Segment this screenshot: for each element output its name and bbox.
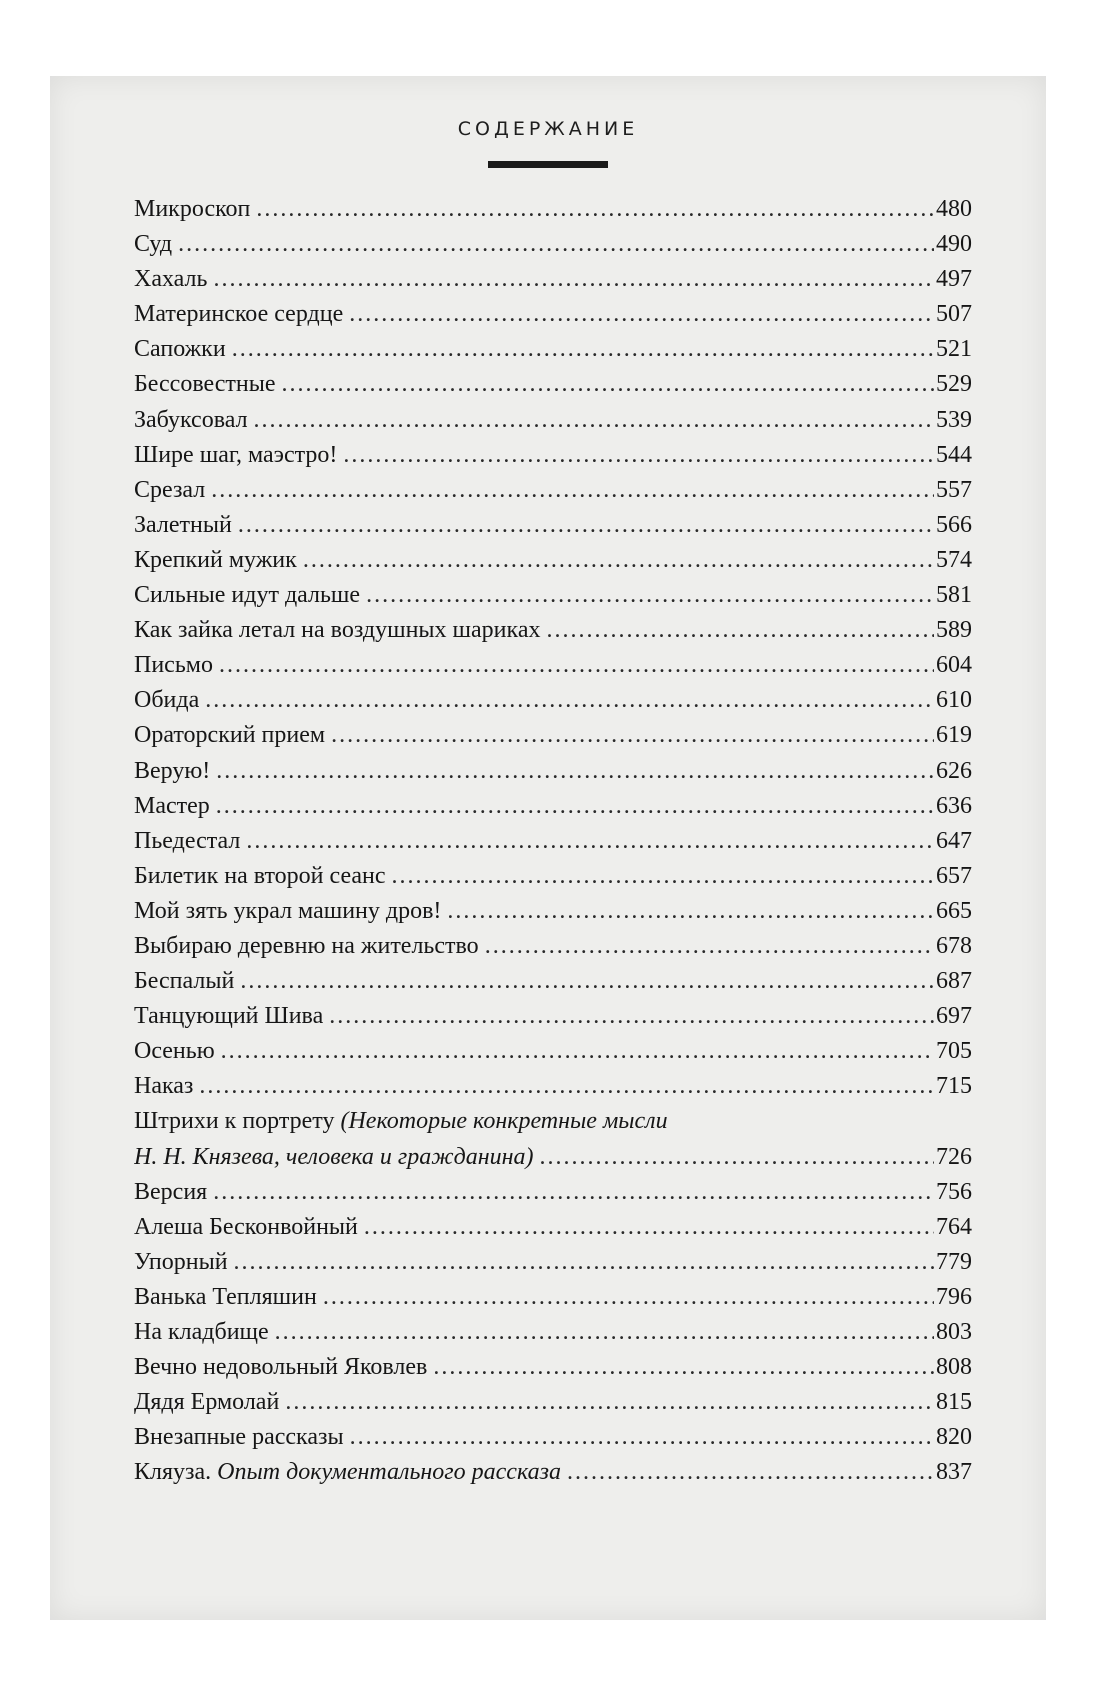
toc-entry-title: Беспалый bbox=[134, 968, 235, 995]
toc-entry-subtitle: Н. Н. Князева, человека и гражданина) bbox=[134, 1143, 534, 1170]
toc-entry-title: Наказ bbox=[134, 1073, 194, 1100]
dot-leader bbox=[216, 754, 934, 789]
toc-entry bbox=[134, 1280, 972, 1315]
toc-entry-title: На кладбище bbox=[134, 1319, 269, 1345]
toc-entry-title: Бессовестные bbox=[134, 371, 276, 398]
dot-leader bbox=[485, 929, 934, 964]
toc-entry-page: 715 bbox=[936, 1073, 972, 1100]
toc-entry bbox=[134, 683, 972, 718]
toc-entry-title: Осенью bbox=[134, 1038, 215, 1065]
toc-entry-page: 779 bbox=[936, 1248, 972, 1275]
toc-entry-title: Версия bbox=[134, 1178, 208, 1205]
toc-entry-page: 803 bbox=[936, 1319, 972, 1345]
toc-entry-title: Ванька Тепляшин bbox=[134, 1283, 317, 1310]
dot-leader bbox=[546, 613, 934, 648]
toc-entry bbox=[134, 999, 972, 1034]
dot-leader bbox=[349, 297, 934, 332]
toc-entry-title: Мастер bbox=[134, 792, 210, 819]
toc-entry-page: 815 bbox=[936, 1389, 972, 1416]
toc-entry bbox=[134, 332, 972, 367]
toc-entry-page: 678 bbox=[936, 932, 972, 959]
toc-entry-page: 647 bbox=[936, 827, 972, 854]
toc-entry-title: Залетный bbox=[134, 511, 232, 538]
dot-leader bbox=[303, 543, 934, 578]
toc-entry bbox=[134, 227, 972, 262]
toc-entry-page: 697 bbox=[936, 1003, 972, 1030]
toc-entry-title: Шире шаг, маэстро! bbox=[134, 441, 338, 468]
toc-entry bbox=[134, 859, 972, 894]
toc-entry-title: Микроскоп bbox=[134, 196, 251, 222]
dot-leader bbox=[392, 859, 934, 894]
dot-leader bbox=[256, 192, 934, 227]
toc-entry bbox=[134, 1069, 972, 1104]
toc-entry bbox=[134, 297, 972, 332]
dot-leader bbox=[364, 1210, 934, 1245]
toc-entry-page: 557 bbox=[936, 476, 972, 503]
dot-leader bbox=[205, 683, 934, 718]
toc-entry bbox=[134, 1455, 972, 1490]
toc-entry bbox=[134, 648, 972, 683]
toc-entry-page: 581 bbox=[936, 582, 972, 609]
dot-leader bbox=[282, 367, 934, 402]
toc-entry-page: 529 bbox=[936, 371, 972, 398]
toc-entry-page: 764 bbox=[936, 1213, 972, 1240]
toc-entry bbox=[134, 262, 972, 297]
toc-entry bbox=[134, 403, 972, 438]
dot-leader bbox=[275, 1315, 934, 1350]
toc-entry-title: Материнское сердце bbox=[134, 301, 344, 328]
book-page bbox=[50, 76, 1046, 1620]
toc-entry-title: Билетик на второй сеанс bbox=[134, 862, 386, 889]
dot-leader bbox=[211, 473, 934, 508]
toc-entry-page: 756 bbox=[936, 1178, 972, 1205]
toc-entry-title: Верую! bbox=[134, 757, 211, 784]
toc-entry-title: Как зайка летал на воздушных шариках bbox=[134, 617, 541, 644]
dot-leader bbox=[254, 403, 934, 438]
toc-entry-page: 497 bbox=[936, 266, 972, 293]
toc-entry-page: 687 bbox=[936, 968, 972, 995]
toc-entry-page: 657 bbox=[936, 862, 972, 889]
toc-entry-title: Мой зять украл машину дров! bbox=[134, 897, 442, 924]
toc-entry bbox=[134, 1420, 972, 1455]
toc-entry bbox=[134, 894, 972, 929]
toc-entry-title: Суд bbox=[134, 231, 173, 258]
dot-leader bbox=[366, 578, 934, 613]
toc-entry-title: Пьедестал bbox=[134, 827, 241, 854]
dot-leader bbox=[234, 1245, 934, 1280]
toc-entry-title: Сапожки bbox=[134, 336, 226, 363]
page-heading: СОДЕРЖАНИЕ bbox=[457, 118, 639, 140]
toc-entry-title: Дядя Ермолай bbox=[134, 1389, 280, 1416]
toc-entry-title: Письмо bbox=[134, 652, 213, 679]
toc-entry bbox=[134, 438, 972, 473]
toc-entry bbox=[134, 1350, 972, 1385]
dot-leader bbox=[213, 1175, 934, 1210]
toc-entry-portrait-line2 bbox=[134, 1140, 972, 1175]
toc-entry bbox=[134, 964, 972, 999]
dot-leader bbox=[213, 262, 934, 297]
toc-entry bbox=[134, 1210, 972, 1245]
dot-leader bbox=[433, 1350, 934, 1385]
toc-entry-subtitle: Опыт документального рассказа bbox=[217, 1459, 561, 1486]
dot-leader bbox=[199, 1069, 934, 1104]
toc-entry-title: Алеша Бесконвойный bbox=[134, 1213, 358, 1240]
toc-entry-title: Забуксовал bbox=[134, 406, 248, 433]
dot-leader bbox=[219, 648, 934, 683]
dot-leader bbox=[285, 1385, 934, 1420]
toc-entry bbox=[134, 1175, 972, 1210]
dot-leader bbox=[238, 508, 934, 543]
toc-entry-page: 480 bbox=[936, 196, 972, 222]
toc-entry-page: 796 bbox=[936, 1283, 972, 1310]
toc-entry bbox=[134, 929, 972, 964]
toc-entry bbox=[134, 613, 972, 648]
toc-entry-page: 589 bbox=[936, 617, 972, 644]
toc-entry-page: 539 bbox=[936, 406, 972, 433]
toc-entry-title: Кляуза. bbox=[134, 1459, 212, 1486]
toc-entry-title: Ораторский прием bbox=[134, 722, 326, 749]
toc-entry bbox=[134, 578, 972, 613]
toc-entry-title: Штрихи к портрету bbox=[134, 1108, 335, 1135]
dot-leader bbox=[331, 718, 934, 753]
table-of-contents bbox=[134, 192, 972, 1490]
dot-leader bbox=[567, 1455, 934, 1490]
toc-entry bbox=[134, 192, 972, 227]
toc-entry-page: 726 bbox=[936, 1143, 972, 1170]
dot-leader bbox=[540, 1140, 934, 1175]
toc-entry bbox=[134, 1245, 972, 1280]
toc-entry-page: 566 bbox=[936, 511, 972, 538]
toc-entry-page: 665 bbox=[936, 897, 972, 924]
toc-entry bbox=[134, 473, 972, 508]
toc-entry bbox=[134, 754, 972, 789]
toc-entry bbox=[134, 1034, 972, 1069]
toc-entry bbox=[134, 367, 972, 402]
dot-leader bbox=[240, 964, 934, 999]
toc-entry-title: Вечно недовольный Яковлев bbox=[134, 1354, 428, 1381]
toc-entry-page: 507 bbox=[936, 301, 972, 328]
toc-entry bbox=[134, 1315, 972, 1350]
toc-entry bbox=[134, 508, 972, 543]
dot-leader bbox=[246, 824, 934, 859]
dot-leader bbox=[323, 1280, 934, 1315]
toc-entry-title-group bbox=[134, 1455, 561, 1490]
toc-entry bbox=[134, 543, 972, 578]
toc-entry-page: 574 bbox=[936, 546, 972, 573]
toc-entry-title: Внезапные рассказы bbox=[134, 1424, 344, 1451]
toc-entry bbox=[134, 824, 972, 859]
toc-entry-page: 521 bbox=[936, 336, 972, 363]
toc-entry-page: 705 bbox=[936, 1038, 972, 1065]
dot-leader bbox=[343, 438, 934, 473]
toc-entry-portrait-line1 bbox=[134, 1104, 972, 1139]
toc-entry bbox=[134, 789, 972, 824]
toc-entry bbox=[134, 718, 972, 753]
toc-entry-title: Крепкий мужик bbox=[134, 546, 297, 573]
toc-entry-subtitle: (Некоторые конкретные мысли bbox=[340, 1108, 668, 1135]
toc-entry-page: 820 bbox=[936, 1424, 972, 1451]
toc-entry-page: 619 bbox=[936, 722, 972, 749]
toc-entry-title: Упорный bbox=[134, 1248, 228, 1275]
dot-leader bbox=[350, 1420, 934, 1455]
toc-entry-page: 626 bbox=[936, 757, 972, 784]
dot-leader bbox=[232, 332, 934, 367]
toc-entry-title: Обида bbox=[134, 687, 200, 714]
toc-entry-page: 837 bbox=[936, 1459, 972, 1486]
toc-entry-title: Срезал bbox=[134, 476, 206, 503]
toc-entry-page: 610 bbox=[936, 687, 972, 714]
toc-entry-page: 490 bbox=[936, 231, 972, 258]
toc-entry-page: 604 bbox=[936, 652, 972, 679]
toc-entry-page: 544 bbox=[936, 441, 972, 468]
toc-entry bbox=[134, 1385, 972, 1420]
toc-entry-title: Выбираю деревню на жительство bbox=[134, 932, 479, 959]
dot-leader bbox=[178, 227, 934, 262]
dot-leader bbox=[329, 999, 934, 1034]
toc-entry-page: 808 bbox=[936, 1354, 972, 1381]
toc-entry-title: Хахаль bbox=[134, 266, 208, 293]
toc-entry-title: Танцующий Шива bbox=[134, 1003, 324, 1030]
dot-leader bbox=[221, 1034, 934, 1069]
dot-leader bbox=[216, 789, 934, 824]
toc-entry-page: 636 bbox=[936, 792, 972, 819]
toc-entry-title: Сильные идут дальше bbox=[134, 582, 361, 609]
heading-rule bbox=[488, 161, 608, 168]
dot-leader bbox=[447, 894, 934, 929]
